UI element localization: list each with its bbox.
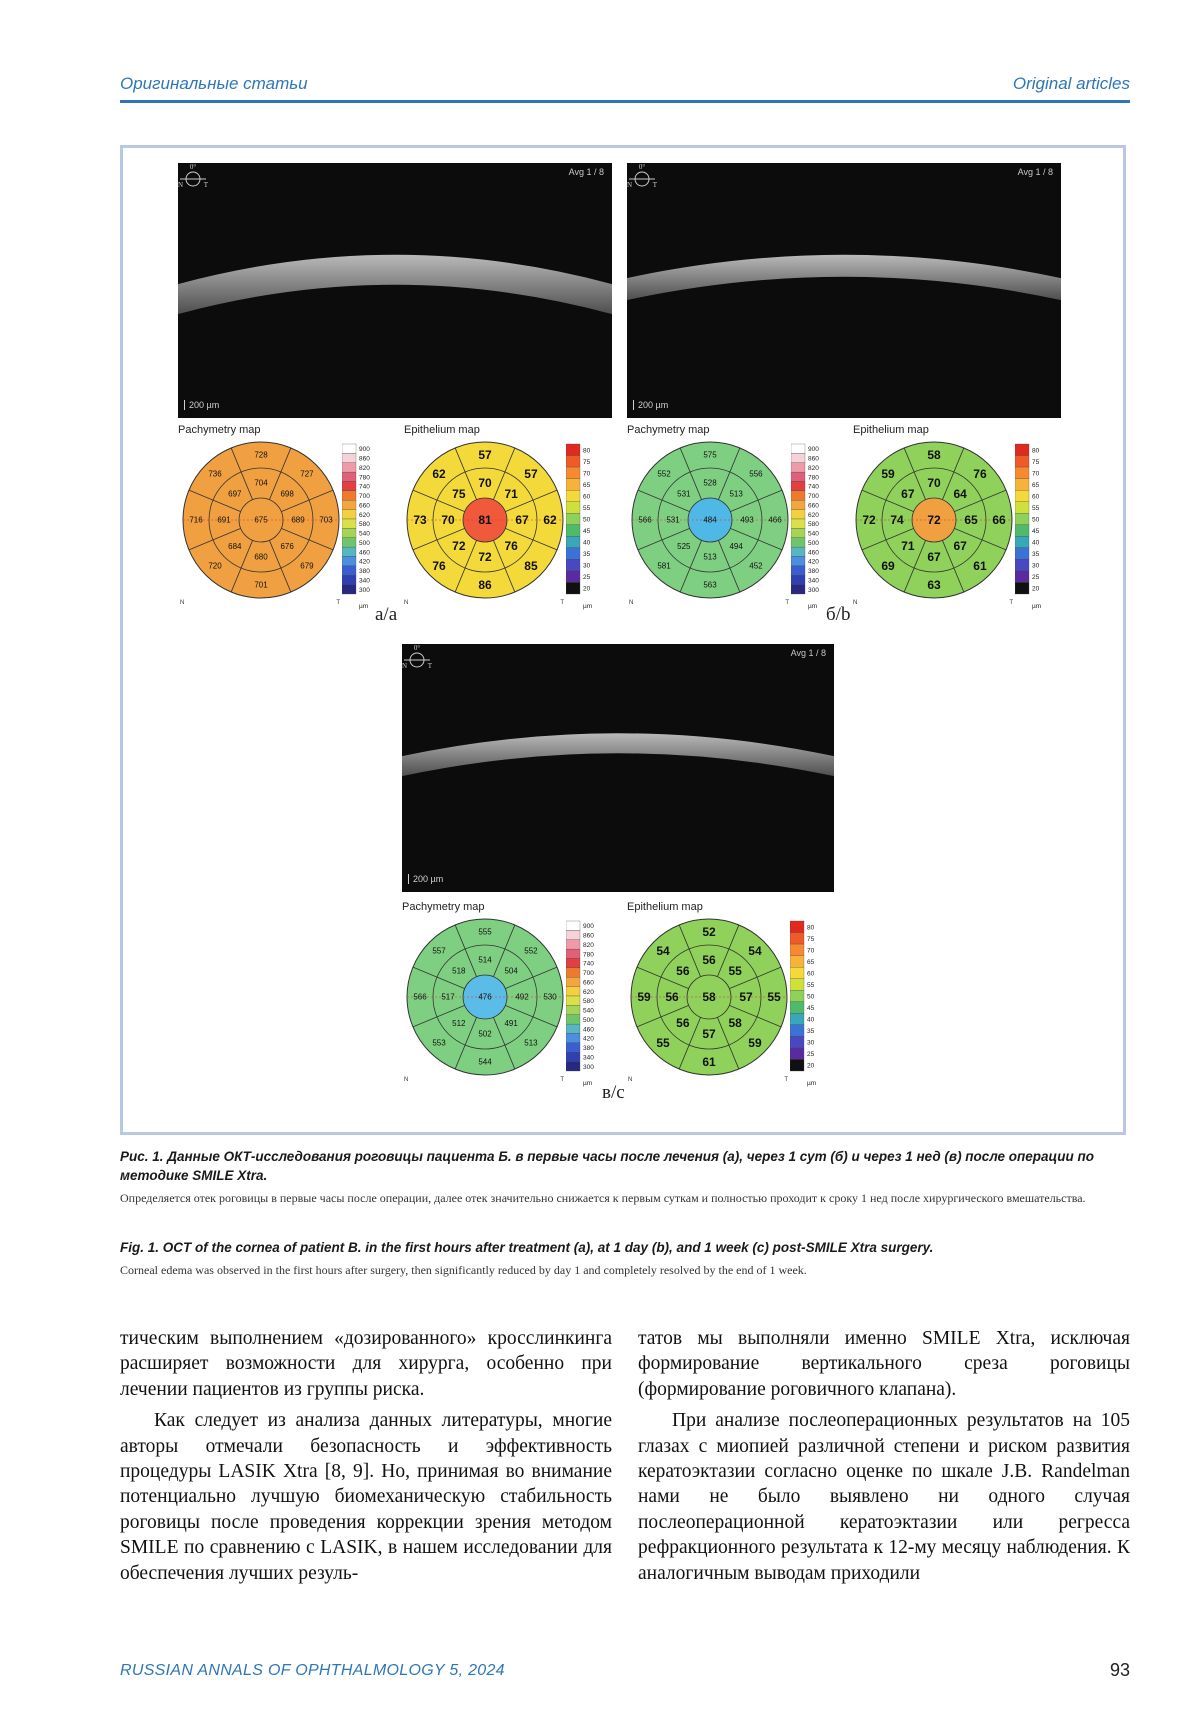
map-inner-value: 493 <box>740 515 754 525</box>
map-inner-value: 57 <box>702 1027 716 1041</box>
figure-caption-ru <box>120 1147 1130 1185</box>
panel-label-b: б/b <box>826 604 851 625</box>
color-scale-tick: 340 <box>359 577 370 585</box>
map-outer-value: 54 <box>656 944 670 959</box>
color-scale-tick: 420 <box>808 558 819 566</box>
map-outer-value: 720 <box>208 561 222 571</box>
color-scale-tick: 860 <box>359 455 370 463</box>
color-scale-tick: 40 <box>583 539 591 547</box>
map-outer-value: 85 <box>524 558 538 573</box>
map-outer-value: 544 <box>478 1057 492 1067</box>
journal-footer: RUSSIAN ANNALS OF OPHTHALMOLOGY 5, 2024 <box>120 1662 505 1679</box>
color-scale-tick: 30 <box>1032 562 1040 570</box>
map-outer-value: 54 <box>748 944 762 959</box>
color-scale-tick: 75 <box>583 458 591 466</box>
map-inner-value: 56 <box>665 990 679 1004</box>
body-column-left <box>120 1326 612 1586</box>
map-outer-value: 61 <box>973 558 987 573</box>
color-scale-tick: 580 <box>359 521 370 529</box>
color-scale-tick: 380 <box>583 1045 594 1053</box>
map-inner-value: 67 <box>927 550 941 564</box>
color-scale-tick: 20 <box>583 585 591 593</box>
map-outer-value: 466 <box>768 515 782 525</box>
map-outer-value: 86 <box>478 578 492 592</box>
map-center-value: 484 <box>703 515 717 525</box>
figure-note-ru: Определяется отек роговицы в первые часы после операции, далее отек значительно снижается к первым суткам и полностью проходит к сроку 1 нед после хирургического вмешательства. <box>120 1191 1086 1205</box>
map-corner-temporal: T <box>560 1077 564 1083</box>
color-scale-tick: 780 <box>583 951 594 959</box>
map-center-value: 58 <box>702 990 716 1004</box>
map-inner-value: 513 <box>729 489 743 499</box>
map-outer-value: 553 <box>432 1038 446 1048</box>
color-scale-unit: µm <box>1032 603 1042 610</box>
pachymetry-map-b <box>625 438 795 610</box>
map-outer-value: 59 <box>637 990 651 1004</box>
map-corner-temporal: T <box>560 600 564 606</box>
color-scale-tick: 900 <box>359 446 370 454</box>
color-scale-tick: 580 <box>808 521 819 529</box>
map-inner-value: 689 <box>291 515 305 525</box>
oct-scan-a <box>178 163 612 418</box>
color-scale-unit: µm <box>807 1080 817 1087</box>
color-scale-tick: 35 <box>1032 551 1040 559</box>
map-inner-value: 513 <box>703 552 717 562</box>
map-center-value: 476 <box>478 992 492 1002</box>
pachymetry-map-title-a: Pachymetry map <box>178 424 261 436</box>
map-inner-value: 502 <box>478 1029 492 1039</box>
oct-scale-bar: 200 µm <box>184 400 219 410</box>
map-inner-value: 525 <box>677 541 691 551</box>
epithelium-map-title-c: Epithelium map <box>627 901 703 913</box>
color-scale-tick: 70 <box>807 947 815 955</box>
map-inner-value: 698 <box>280 489 294 499</box>
color-scale-tick: 660 <box>583 979 594 987</box>
pachymetry-color-scale-a <box>342 440 388 612</box>
color-scale-tick: 340 <box>808 577 819 585</box>
map-inner-value: 697 <box>228 489 242 499</box>
paragraph: При анализе послеоперационных результатов на 105 глазах с миопией различной степени и риском развития кератоэктазии согласно оценке по шкале J.B. Randelman нами не было выявлено ни одного случая послеоперационной кератоэктазии или регресса рефракционного результата к 12-му месяцу наблюдения. К аналогичным выводам приходили <box>638 1410 1130 1584</box>
oct-scale-bar: 200 µm <box>408 874 443 884</box>
svg-text:0°: 0° <box>413 644 421 652</box>
map-outer-value: 552 <box>524 946 538 956</box>
color-scale-tick: 65 <box>1032 481 1040 489</box>
oct-scan-c <box>402 644 834 892</box>
map-inner-value: 71 <box>504 486 518 501</box>
map-inner-value: 56 <box>676 1016 690 1031</box>
map-outer-value: 58 <box>927 448 941 462</box>
map-inner-value: 75 <box>452 486 466 501</box>
map-corner-nasal: N <box>404 600 409 606</box>
oct-average-label: Avg 1 / 8 <box>790 648 826 658</box>
map-outer-value: 563 <box>703 580 717 590</box>
svg-text:N: N <box>402 662 408 670</box>
figure-note-en: Corneal edema was observed in the first hours after surgery, then significantly reduced by day 1 and completely resolved by the end of 1 week. <box>120 1263 807 1277</box>
map-outer-value: 728 <box>254 450 268 460</box>
color-scale-unit: µm <box>808 603 818 610</box>
map-outer-value: 66 <box>992 513 1006 527</box>
color-scale-tick: 820 <box>583 941 594 949</box>
color-scale-tick: 580 <box>583 998 594 1006</box>
svg-text:0°: 0° <box>638 163 646 171</box>
svg-text:T: T <box>203 181 208 189</box>
color-scale-tick: 780 <box>808 474 819 482</box>
map-outer-value: 727 <box>300 469 314 479</box>
map-inner-value: 74 <box>890 513 904 527</box>
color-scale-tick: 35 <box>583 551 591 559</box>
map-inner-value: 492 <box>515 992 529 1002</box>
color-scale-tick: 700 <box>583 970 594 978</box>
body-column-right <box>638 1326 1130 1586</box>
color-scale-tick: 420 <box>359 558 370 566</box>
map-outer-value: 566 <box>413 992 427 1002</box>
pachymetry-map-title-c: Pachymetry map <box>402 901 485 913</box>
map-outer-value: 566 <box>638 515 652 525</box>
map-inner-value: 494 <box>729 541 743 551</box>
paragraph: тическим выполнением «дозированного» кросслинкинга расширяет возможности для хирурга, особенно при лечении пациентов из группы риска. <box>120 1328 612 1400</box>
map-outer-value: 61 <box>702 1055 716 1069</box>
color-scale-tick: 500 <box>808 539 819 547</box>
map-outer-value: 556 <box>749 469 763 479</box>
map-corner-nasal: N <box>853 600 858 606</box>
map-corner-temporal: T <box>1009 600 1013 606</box>
color-scale-tick: 70 <box>1032 470 1040 478</box>
color-scale-tick: 380 <box>808 568 819 576</box>
color-scale-tick: 900 <box>808 446 819 454</box>
map-corner-temporal: T <box>785 600 789 606</box>
color-scale-tick: 60 <box>1032 493 1040 501</box>
epithelium-color-scale-a <box>566 440 612 612</box>
color-scale-tick: 20 <box>1032 585 1040 593</box>
map-outer-value: 59 <box>881 467 895 482</box>
map-outer-value: 555 <box>478 927 492 937</box>
color-scale-tick: 75 <box>1032 458 1040 466</box>
map-outer-value: 55 <box>656 1035 670 1050</box>
map-inner-value: 72 <box>452 539 466 554</box>
color-scale-tick: 740 <box>359 483 370 491</box>
color-scale-tick: 300 <box>583 1063 594 1071</box>
map-outer-value: 552 <box>657 469 671 479</box>
color-scale-tick: 80 <box>583 447 591 455</box>
map-outer-value: 716 <box>189 515 203 525</box>
color-scale-tick: 460 <box>808 549 819 557</box>
color-scale-tick: 660 <box>808 502 819 510</box>
map-inner-value: 691 <box>217 515 231 525</box>
color-scale-tick: 740 <box>583 960 594 968</box>
color-scale-tick: 35 <box>807 1028 815 1036</box>
svg-text:T: T <box>427 662 432 670</box>
svg-text:T: T <box>652 181 657 189</box>
color-scale-tick: 25 <box>583 574 591 582</box>
color-scale-tick: 40 <box>807 1016 815 1024</box>
map-inner-value: 70 <box>478 476 492 490</box>
map-outer-value: 57 <box>478 448 492 462</box>
oct-average-label: Avg 1 / 8 <box>1017 167 1053 177</box>
color-scale-tick: 700 <box>808 493 819 501</box>
color-scale-tick: 80 <box>1032 447 1040 455</box>
color-scale-tick: 25 <box>807 1051 815 1059</box>
map-outer-value: 679 <box>300 561 314 571</box>
color-scale-tick: 75 <box>807 935 815 943</box>
map-outer-value: 63 <box>927 578 941 592</box>
map-inner-value: 504 <box>504 966 518 976</box>
map-inner-value: 71 <box>901 539 915 554</box>
color-scale-tick: 60 <box>583 493 591 501</box>
map-inner-value: 512 <box>452 1018 466 1028</box>
map-inner-value: 65 <box>964 513 978 527</box>
color-scale-tick: 70 <box>583 470 591 478</box>
running-header-section: Оригинальные статьи <box>120 74 308 93</box>
epithelium-map-title-b: Epithelium map <box>853 424 929 436</box>
map-inner-value: 57 <box>739 990 753 1004</box>
map-outer-value: 76 <box>973 467 987 482</box>
color-scale-tick: 65 <box>583 481 591 489</box>
orientation-compass-icon <box>402 644 432 670</box>
color-scale-tick: 45 <box>583 528 591 536</box>
color-scale-tick: 300 <box>808 586 819 594</box>
panel-label-c: в/c <box>602 1082 625 1103</box>
map-inner-value: 514 <box>478 955 492 965</box>
pachymetry-color-scale-c <box>566 917 612 1089</box>
pachymetry-color-scale-b <box>791 440 837 612</box>
orientation-compass-icon <box>178 163 208 189</box>
color-scale-unit: µm <box>583 603 593 610</box>
map-corner-temporal: T <box>336 600 340 606</box>
map-outer-value: 575 <box>703 450 717 460</box>
header-rule <box>120 100 1130 103</box>
running-header-section-en: Original articles <box>1012 74 1130 93</box>
map-inner-value: 531 <box>677 489 691 499</box>
color-scale-tick: 540 <box>808 530 819 538</box>
map-inner-value: 56 <box>702 953 716 967</box>
figure-caption-ru-text: Рис. 1. Данные ОКТ-исследования роговицы пациента Б. в первые часы после лечения (а), через 1 сут (б) и через 1 нед (в) после операции по методике SMILE Xtra. <box>120 1149 1095 1183</box>
color-scale-tick: 860 <box>583 932 594 940</box>
map-center-value: 675 <box>254 515 268 525</box>
color-scale-tick: 25 <box>1032 574 1040 582</box>
map-inner-value: 684 <box>228 541 242 551</box>
map-inner-value: 67 <box>901 486 915 501</box>
map-corner-temporal: T <box>784 1077 788 1083</box>
color-scale-tick: 340 <box>583 1054 594 1062</box>
color-scale-tick: 80 <box>807 924 815 932</box>
color-scale-tick: 460 <box>583 1026 594 1034</box>
map-inner-value: 517 <box>441 992 455 1002</box>
figure-caption-en-text: Fig. 1. OCT of the cornea of patient B. in the first hours after treatment (a), at 1 day (b), and 1 week (c) post-SMILE Xtra surgery. <box>120 1240 934 1255</box>
color-scale-tick: 380 <box>359 568 370 576</box>
svg-text:N: N <box>178 181 184 189</box>
panel-label-a: а/a <box>375 604 398 625</box>
map-inner-value: 67 <box>515 513 529 527</box>
map-outer-value: 701 <box>254 580 268 590</box>
color-scale-tick: 500 <box>359 539 370 547</box>
oct-average-label: Avg 1 / 8 <box>568 167 604 177</box>
color-scale-unit: µm <box>583 1080 593 1087</box>
color-scale-tick: 620 <box>808 511 819 519</box>
map-inner-value: 704 <box>254 478 268 488</box>
epithelium-color-scale-c <box>790 917 836 1089</box>
map-inner-value: 70 <box>441 513 455 527</box>
color-scale-tick: 50 <box>1032 516 1040 524</box>
map-outer-value: 452 <box>749 561 763 571</box>
color-scale-tick: 50 <box>807 993 815 1001</box>
color-scale-tick: 660 <box>359 502 370 510</box>
map-outer-value: 581 <box>657 561 671 571</box>
color-scale-tick: 740 <box>808 483 819 491</box>
color-scale-tick: 50 <box>583 516 591 524</box>
map-outer-value: 703 <box>319 515 333 525</box>
map-inner-value: 70 <box>927 476 941 490</box>
map-outer-value: 62 <box>432 467 446 482</box>
color-scale-tick: 30 <box>807 1039 815 1047</box>
page-number: 93 <box>1109 1660 1130 1680</box>
map-inner-value: 528 <box>703 478 717 488</box>
color-scale-tick: 620 <box>359 511 370 519</box>
map-inner-value: 56 <box>676 963 690 978</box>
color-scale-tick: 420 <box>583 1035 594 1043</box>
map-outer-value: 62 <box>543 513 557 527</box>
color-scale-tick: 700 <box>359 493 370 501</box>
map-corner-nasal: N <box>629 600 634 606</box>
epithelium-map-c <box>624 915 794 1087</box>
epithelium-color-scale-b <box>1015 440 1061 612</box>
color-scale-tick: 780 <box>359 474 370 482</box>
color-scale-tick: 620 <box>583 988 594 996</box>
color-scale-tick: 45 <box>807 1005 815 1013</box>
color-scale-tick: 40 <box>1032 539 1040 547</box>
color-scale-tick: 300 <box>359 586 370 594</box>
pachymetry-map-a <box>176 438 346 610</box>
map-inner-value: 67 <box>953 539 967 554</box>
orientation-compass-icon <box>627 163 657 189</box>
map-outer-value: 59 <box>748 1035 762 1050</box>
svg-text:N: N <box>627 181 633 189</box>
map-corner-nasal: N <box>180 600 185 606</box>
map-inner-value: 55 <box>728 963 742 978</box>
color-scale-tick: 55 <box>583 504 591 512</box>
map-corner-nasal: N <box>628 1077 633 1083</box>
paragraph: Как следует из анализа данных литературы, многие авторы отмечали безопасность и эффективность процедуры LASIK Xtra [8, 9]. Но, принимая во внимание потенциально лучшую биомеханическую стабильность роговицы после проведения коррекции зрения методом SMILE по сравнению с LASIK, в нашем исследовании для обеспечения лучших резуль- <box>120 1410 612 1584</box>
map-inner-value: 680 <box>254 552 268 562</box>
map-inner-value: 491 <box>504 1018 518 1028</box>
map-inner-value: 58 <box>728 1016 742 1031</box>
map-outer-value: 530 <box>543 992 557 1002</box>
figure-caption-en <box>120 1238 1130 1257</box>
map-outer-value: 736 <box>208 469 222 479</box>
color-scale-unit: µm <box>359 603 369 610</box>
map-outer-value: 69 <box>881 558 895 573</box>
map-outer-value: 557 <box>432 946 446 956</box>
map-inner-value: 518 <box>452 966 466 976</box>
map-outer-value: 72 <box>862 513 876 527</box>
color-scale-tick: 55 <box>807 981 815 989</box>
color-scale-tick: 65 <box>807 958 815 966</box>
epithelium-map-b <box>849 438 1019 610</box>
epithelium-map-a <box>400 438 570 610</box>
oct-scale-bar: 200 µm <box>633 400 668 410</box>
color-scale-tick: 820 <box>359 464 370 472</box>
pachymetry-map-c <box>400 915 570 1087</box>
map-inner-value: 531 <box>666 515 680 525</box>
map-outer-value: 76 <box>432 558 446 573</box>
color-scale-tick: 460 <box>359 549 370 557</box>
color-scale-tick: 55 <box>1032 504 1040 512</box>
color-scale-tick: 860 <box>808 455 819 463</box>
map-outer-value: 52 <box>702 925 716 939</box>
color-scale-tick: 20 <box>807 1062 815 1070</box>
map-corner-nasal: N <box>404 1077 409 1083</box>
color-scale-tick: 540 <box>359 530 370 538</box>
color-scale-tick: 60 <box>807 970 815 978</box>
color-scale-tick: 900 <box>583 923 594 931</box>
map-outer-value: 57 <box>524 467 538 482</box>
color-scale-tick: 540 <box>583 1007 594 1015</box>
map-outer-value: 513 <box>524 1038 538 1048</box>
color-scale-tick: 500 <box>583 1016 594 1024</box>
epithelium-map-title-a: Epithelium map <box>404 424 480 436</box>
color-scale-tick: 45 <box>1032 528 1040 536</box>
map-inner-value: 76 <box>504 539 518 554</box>
map-inner-value: 64 <box>953 486 967 501</box>
map-inner-value: 676 <box>280 541 294 551</box>
oct-scan-b <box>627 163 1061 418</box>
map-center-value: 81 <box>478 513 492 527</box>
map-inner-value: 72 <box>478 550 492 564</box>
pachymetry-map-title-b: Pachymetry map <box>627 424 710 436</box>
map-outer-value: 55 <box>767 990 781 1004</box>
color-scale-tick: 820 <box>808 464 819 472</box>
svg-text:0°: 0° <box>189 163 197 171</box>
map-center-value: 72 <box>927 513 941 527</box>
color-scale-tick: 30 <box>583 562 591 570</box>
map-outer-value: 73 <box>413 513 427 527</box>
paragraph: татов мы выполняли именно SMILE Xtra, исключая формирование вертикального среза роговицы (формирование роговичного клапана). <box>638 1328 1130 1400</box>
